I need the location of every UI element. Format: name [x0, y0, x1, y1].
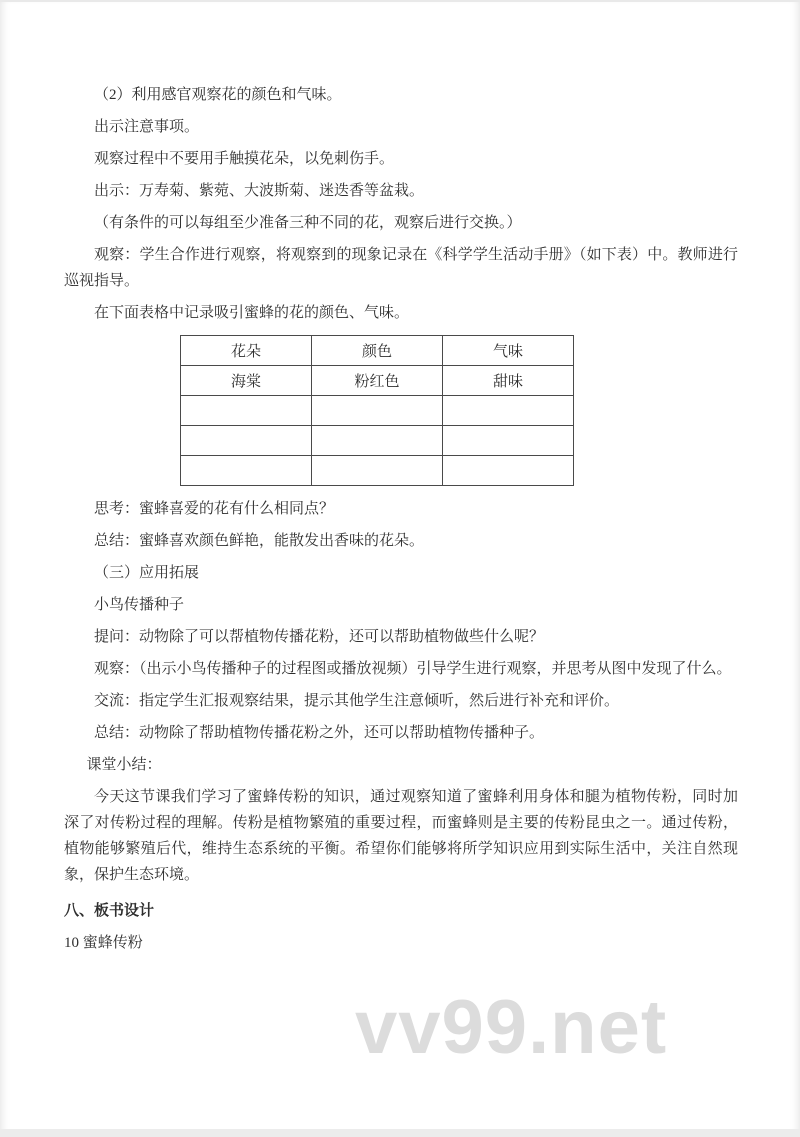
table-cell: 海棠 [181, 366, 312, 396]
paragraph-show-notes: 出示注意事项。 [94, 119, 200, 135]
paragraph-step-observe-flowers: （2）利用感官观察花的颜色和气味。 [94, 87, 342, 103]
paragraph-show-plants: 出示：万寿菊、紫菀、大波斯菊、迷迭香等盆栽。 [94, 183, 425, 199]
table-cell-empty [312, 426, 443, 456]
paragraph-observe-activity: 观察：学生合作进行观察，将观察到的现象记录在《科学学生活动手册》（如下表）中。教师进行巡视指导。 [64, 247, 738, 289]
paragraph-table-intro: 在下面表格中记录吸引蜜蜂的花的颜色、气味。 [94, 305, 410, 321]
table-cell-empty [443, 426, 574, 456]
table-row [181, 366, 574, 396]
paragraph-think-question: 思考：蜜蜂喜爱的花有什么相同点？ [94, 501, 335, 517]
paragraph-safety-note: 观察过程中不要用手触摸花朵，以免刺伤手。 [94, 151, 395, 167]
observation-table [180, 335, 574, 486]
table-cell-empty [181, 396, 312, 426]
paragraph-summary-seeds: 总结：动物除了帮助植物传播花粉之外，还可以帮助植物传播种子。 [94, 725, 545, 741]
board-design-content: 10 蜜蜂传粉 [64, 935, 143, 951]
paragraph-bird-seeds-title: 小鸟传播种子 [94, 597, 185, 613]
table-cell: 粉红色 [312, 366, 443, 396]
table-row [181, 456, 574, 486]
table-row [181, 396, 574, 426]
paragraph-class-summary-label: 课堂小结： [86, 757, 162, 773]
heading-board-design: 八、板书设计 [64, 902, 155, 919]
paragraph-summary-flowers: 总结：蜜蜂喜欢颜色鲜艳，能散发出香味的花朵。 [94, 533, 425, 549]
table-cell-empty [443, 456, 574, 486]
document-content [0, 2, 800, 956]
paragraph-group-condition: （有条件的可以每组至少准备三种不同的花，观察后进行交换。） [94, 215, 522, 231]
table-cell-empty [443, 396, 574, 426]
table-cell-empty [312, 396, 443, 426]
table-cell-empty [181, 456, 312, 486]
watermark: vv99.net [355, 985, 668, 1070]
paragraph-exchange: 交流：指定学生汇报观察结果，提示其他学生注意倾听，然后进行补充和评价。 [94, 693, 620, 709]
table-cell-empty [181, 426, 312, 456]
table-header-row [181, 336, 574, 366]
table-cell-empty [312, 456, 443, 486]
table-header-color: 颜色 [312, 336, 443, 366]
paragraph-class-summary-text: 今天这节课我们学习了蜜蜂传粉的知识，通过观察知道了蜜蜂利用身体和腿为植物传粉，同时加深了对传粉过程的理解。传粉是植物繁殖的重要过程，而蜜蜂则是主要的传粉昆虫之一。通过传粉，植物能够繁殖后代，维持生态系统的平衡。希望你们能够将所学知识应用到实际生活中，关注自然现象，保护生态环境。 [64, 789, 738, 883]
table-cell: 甜味 [443, 366, 574, 396]
table-header-flower: 花朵 [181, 336, 312, 366]
table-row [181, 426, 574, 456]
paragraph-section-extension: （三）应用拓展 [94, 565, 200, 581]
table-header-smell: 气味 [443, 336, 574, 366]
paragraph-ask-question: 提问：动物除了可以帮植物传播花粉，还可以帮助植物做些什么呢？ [94, 629, 545, 645]
page-bottom-edge [0, 1129, 800, 1137]
paragraph-observe-bird: 观察：（出示小鸟传播种子的过程图或播放视频）引导学生进行观察，并思考从图中发现了什么。 [94, 661, 732, 677]
